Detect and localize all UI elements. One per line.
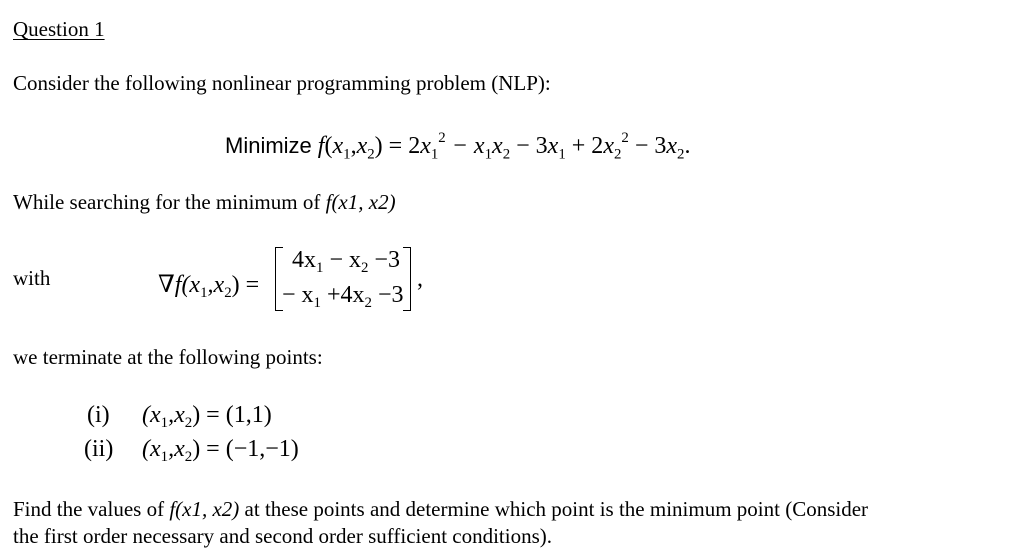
subscript: 2 xyxy=(184,449,193,466)
subscript: 1 xyxy=(160,449,169,466)
coefficient: − 3 xyxy=(634,133,667,160)
right-bracket xyxy=(403,247,411,311)
searching-line xyxy=(13,190,396,215)
var-x: (x xyxy=(181,272,201,298)
var-x: ,x xyxy=(207,272,225,298)
subscript: 2 xyxy=(502,146,511,163)
final-text: Find the values of xyxy=(13,497,165,521)
subscript: 1 xyxy=(430,146,439,163)
f-args: (x1, x2) xyxy=(331,190,396,214)
objective-function: Minimize $f(x_1,x_2) = 2x_1^2 - x_1x_2 - 3x_1 + 2x_2^2 - 3x_2$. xyxy=(225,130,691,163)
coefficient: 2 xyxy=(408,133,421,160)
var-x: (x xyxy=(142,436,161,462)
var-x: (x xyxy=(142,402,161,428)
equals-sign: = xyxy=(388,133,403,160)
exponent: 2 xyxy=(438,130,446,146)
var-x: x xyxy=(547,133,559,160)
point-coords: ) = (−1,−1) xyxy=(192,436,299,462)
var-x: x xyxy=(603,133,614,160)
coefficient: − 3 xyxy=(516,133,548,160)
coefficient: + 2 xyxy=(571,133,604,160)
subscript: 2 xyxy=(360,260,369,277)
subscript: 2 xyxy=(677,146,685,163)
subscript: 2 xyxy=(364,295,372,312)
term: − x xyxy=(323,247,361,273)
terminate-line: we terminate at the following points: xyxy=(13,345,323,369)
subscript: 1 xyxy=(200,285,208,302)
f-symbol: f xyxy=(325,190,332,214)
term: −3 xyxy=(368,247,400,273)
point-ii-label: (ii) xyxy=(84,436,114,462)
question-heading: Question 1 xyxy=(13,17,105,41)
var-x: ,x xyxy=(168,402,185,428)
exponent: 2 xyxy=(621,130,629,146)
with-label: with xyxy=(13,266,51,290)
f-symbol: f xyxy=(174,272,182,298)
period: . xyxy=(684,133,691,160)
term: 4x xyxy=(292,247,316,273)
final-line-1 xyxy=(13,497,868,522)
final-line-2: the first order necessary and second order sufficient conditions). xyxy=(13,524,553,548)
subscript: 2 xyxy=(367,146,375,163)
subscript: 1 xyxy=(316,260,324,277)
equals-sign: ) = xyxy=(231,272,260,298)
minimize-word: Minimize xyxy=(225,133,312,159)
var-x: x xyxy=(356,133,368,160)
term: +4x xyxy=(320,282,365,308)
subscript: 1 xyxy=(313,295,321,312)
gradient-trailing-comma: , xyxy=(417,266,423,292)
subscript: 2 xyxy=(613,146,622,163)
gradient-row-2 xyxy=(282,282,404,312)
point-i-value xyxy=(142,402,272,432)
f-symbol: f xyxy=(317,133,325,160)
problem-intro: Consider the following nonlinear programming problem (NLP): xyxy=(13,71,551,95)
subscript: 1 xyxy=(484,146,493,163)
f-symbol: f xyxy=(169,497,176,521)
var-x: x xyxy=(332,133,344,160)
f-args: (x1, x2) xyxy=(175,497,240,521)
subscript: 1 xyxy=(343,146,351,163)
term: −3 xyxy=(371,282,404,308)
var-x: x xyxy=(420,133,431,160)
gradient-row-1 xyxy=(292,247,400,277)
gradient-lhs xyxy=(158,270,259,302)
subscript: 1 xyxy=(558,146,566,163)
subscript: 1 xyxy=(160,415,169,432)
subscript: 2 xyxy=(184,415,193,432)
var-x: ,x xyxy=(168,436,185,462)
searching-text: While searching for the minimum of xyxy=(13,190,321,214)
subscript: 2 xyxy=(224,285,232,302)
term: − x xyxy=(451,133,485,160)
point-ii-value xyxy=(142,436,299,466)
nabla-icon: ∇ xyxy=(158,272,175,298)
var-x: x xyxy=(492,133,503,160)
final-text: at these points and determine which point is the minimum point (Consider xyxy=(244,497,869,521)
point-coords: ) = (1,1) xyxy=(192,402,272,428)
var-x: x xyxy=(666,133,678,160)
point-i-label: (i) xyxy=(87,402,110,428)
term: − x xyxy=(282,282,314,308)
